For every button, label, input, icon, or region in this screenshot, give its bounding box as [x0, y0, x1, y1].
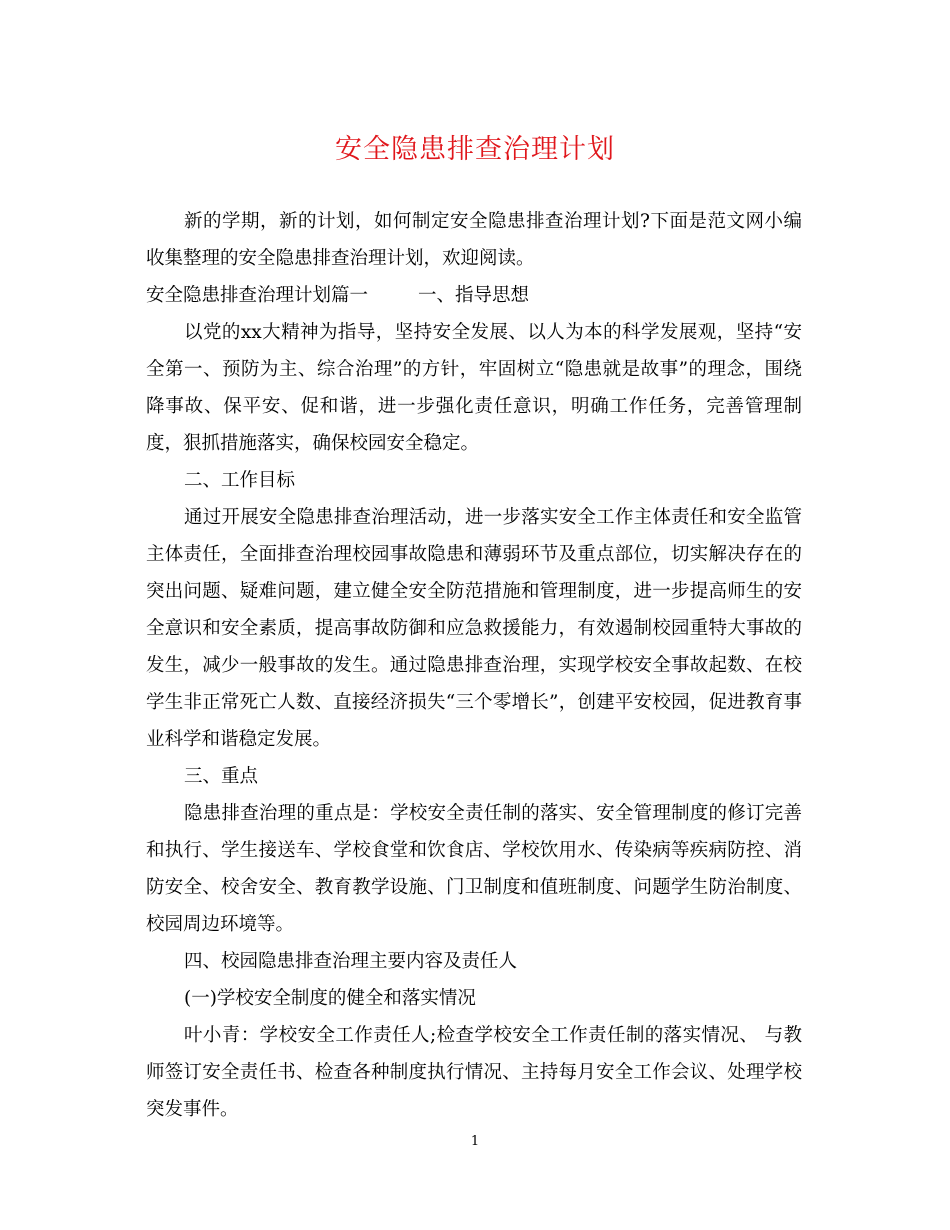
paragraph-key-points: 隐患排查治理的重点是：学校安全责任制的落实、安全管理制度的修订完善和执行、学生接送车、学校食堂和饮食店、学校饮用水、传染病等疾病防控、消防安全、校舍安全、教育教学设施、门卫制度和值班制度、问题学生防治制度、校园周边环境等。 [146, 803, 802, 935]
subheading-safety-system: (一)学校安全制度的健全和落实情况 [184, 988, 476, 1009]
heading-guiding-thought: 一、指导思想 [418, 285, 530, 306]
paragraph-work-goals: 通过开展安全隐患排查治理活动，进一步落实安全工作主体责任和安全监管主体责任，全面排查治理校园事故隐患和薄弱环节及重点部位，切实解决存在的突出问题、疑难问题，建立健全安全防范措施和管理制度，进一步提高师生的安全意识和安全素质，提高事故防御和应急救援能力，有效遏制校园重特大事故的发生，减少一般事故的发生。通过隐患排查治理，实现学校安全事故起数、在校学生非正常死亡人数、直接经济损失“三个零增长”，创建平安校园，促进教育事业科学和谐稳定发展。 [146, 507, 802, 750]
document-title: 安全隐患排查治理计划 [335, 134, 615, 165]
heading-work-goals: 二、工作目标 [184, 470, 296, 491]
page-number: 1 [470, 1134, 480, 1149]
intro-paragraph: 新的学期，新的计划，如何制定安全隐患排查治理计划?下面是范文网小编收集整理的安全隐患排查治理计划，欢迎阅读。 [146, 211, 802, 269]
heading-key-points: 三、重点 [184, 766, 259, 787]
paragraph-guiding-thought: 以党的xx大精神为指导，坚持安全发展、以人为本的科学发展观，坚持“安全第一、预防为主、综合治理”的方针，牢固树立“隐患就是故事”的理念，围绕降事故、保平安、促和谐，进一步强化责任意识，明确工作任务，完善管理制度，狠抓措施落实，确保校园安全稳定。 [146, 322, 802, 454]
section-line [146, 277, 802, 314]
part-heading: 安全隐患排查治理计划篇一 [146, 285, 369, 306]
document-body [146, 203, 802, 1128]
heading-main-content: 四、校园隐患排查治理主要内容及责任人 [184, 951, 518, 972]
paragraph-responsible-person: 叶小青：学校安全工作责任人;检查学校安全工作责任制的落实情况、 与教师签订安全责任书、检查各种制度执行情况、主持每月安全工作会议、处理学校突发事件。 [146, 1025, 802, 1120]
